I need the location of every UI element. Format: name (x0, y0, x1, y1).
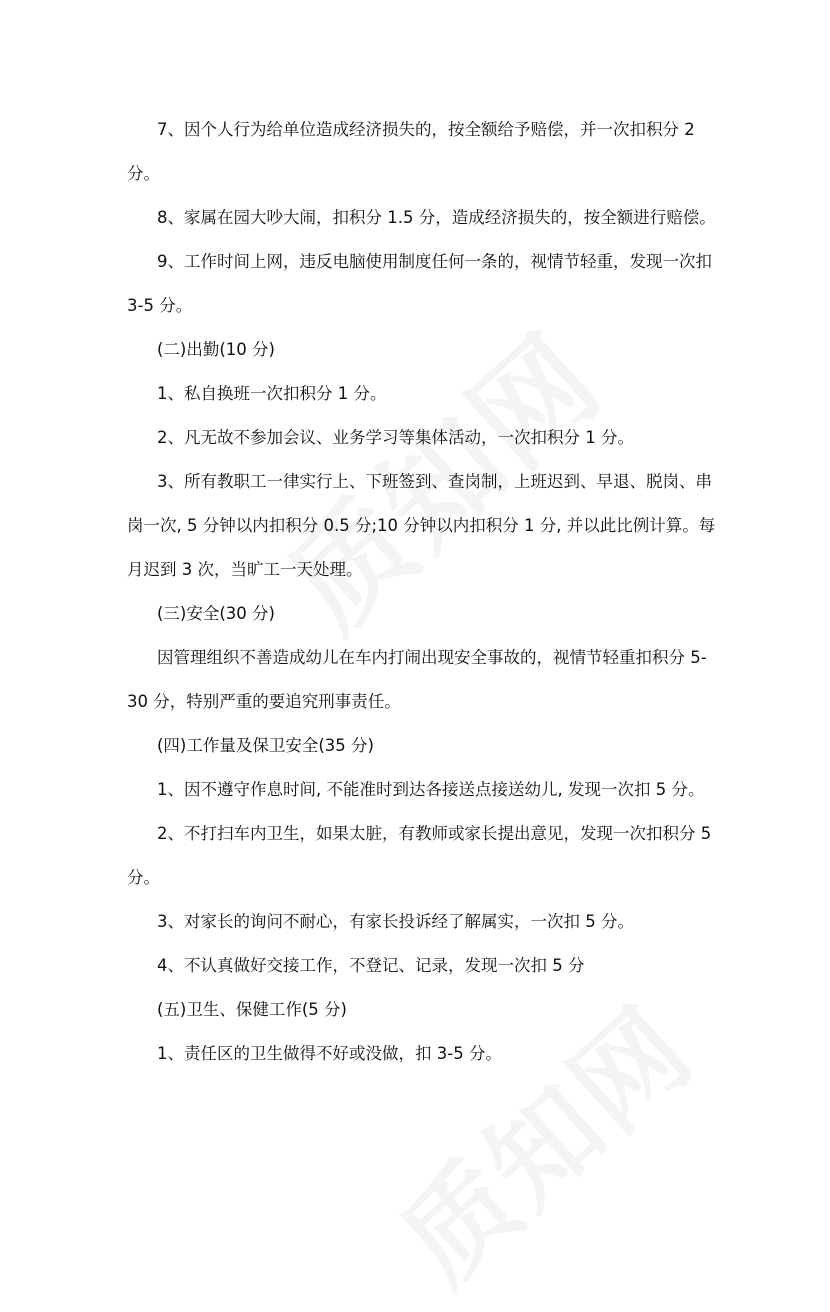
paragraph-item-8: 8、家属在园大吵大闹，扣积分 1.5 分，造成经济损失的，按全额进行赔偿。 (157, 208, 716, 227)
section-heading-safety: (三)安全(30 分) (157, 604, 275, 623)
paragraph-hygiene-1: 1、责任区的卫生做得不好或没做，扣 3-5 分。 (157, 1044, 502, 1063)
paragraph-workload-4: 4、不认真做好交接工作，不登记、记录，发现一次扣 5 分 (157, 956, 585, 975)
paragraph-attendance-3: 3、所有教职工一律实行上、下班签到、查岗制，上班迟到、早退、脱岗、串岗一次, 5 分钟以内扣积分 0.5 分;10 分钟以内扣积分 1 分, 并以此比例计算。每月迟到 3 次，当旷工一天处理。 (127, 472, 716, 579)
paragraph-item-9: 9、工作时间上网，违反电脑使用制度任何一条的，视情节轻重，发现一次扣 3-5 分。 (127, 252, 712, 315)
paragraph-attendance-2: 2、凡无故不参加会议、业务学习等集体活动，一次扣积分 1 分。 (157, 428, 634, 447)
paragraph-attendance-1: 1、私自换班一次扣积分 1 分。 (157, 384, 387, 403)
paragraph-workload-1: 1、因不遵守作息时间, 不能准时到达各接送点接送幼儿, 发现一次扣 5 分。 (157, 780, 705, 799)
paragraph-workload-2: 2、不打扫车内卫生，如果太脏，有教师或家长提出意见，发现一次扣积分 5 分。 (127, 824, 712, 887)
section-heading-workload: (四)工作量及保卫安全(35 分) (157, 736, 374, 755)
paragraph-safety: 因管理组织不善造成幼儿在车内打闹出现安全事故的，视情节轻重扣积分 5-30 分，特别严重的要追究刑事责任。 (127, 648, 707, 711)
paragraph-workload-3: 3、对家长的询问不耐心，有家长投诉经了解属实，一次扣 5 分。 (157, 912, 634, 931)
document-body (127, 108, 717, 1076)
section-heading-attendance: (二)出勤(10 分) (157, 340, 275, 359)
paragraph-item-7: 7、因个人行为给单位造成经济损失的，按全额给予赔偿，并一次扣积分 2 分。 (127, 120, 695, 183)
section-heading-hygiene: (五)卫生、保健工作(5 分) (157, 1000, 347, 1019)
